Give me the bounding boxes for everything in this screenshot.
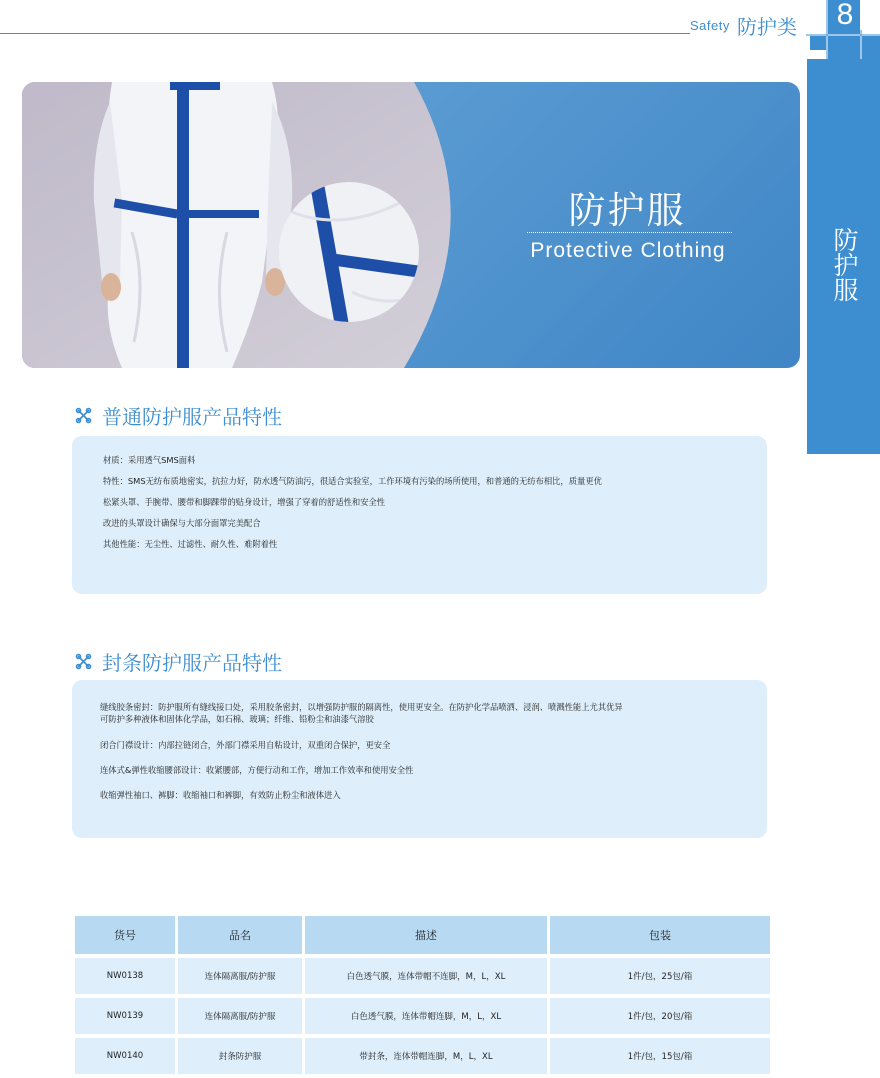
banner-title-cn: 防护服 xyxy=(568,189,686,232)
section2-line: 缝线胶条密封：防护服所有缝线接口处，采用胶条密封，以增强防护服的隔离性，使用更安全。在防护化学品喷洒、浸润、喷溅性能上尤其优异 可防护多种液体和固体化学品，如石棉、玻璃；纤维、铅粉尘和油漆气溶胶 xyxy=(100,702,623,724)
section1-panel xyxy=(72,436,767,594)
section2-line: 连体式&弹性收缩腰部设计：收紧腰部，方便行动和工作，增加工作效率和使用安全性 xyxy=(100,765,414,775)
cell-item-no: NW0139 xyxy=(75,994,175,1034)
cross-bullet-icon xyxy=(75,407,92,424)
header-item-no: 货号 xyxy=(75,916,175,954)
cross-bullet-icon xyxy=(75,653,92,670)
section2-line: 闭合门襟设计：内部拉链闭合，外部门襟采用自粘设计，双重闭合保护，更安全 xyxy=(100,740,391,750)
section2-title: 封条防护服产品特性 xyxy=(102,650,282,675)
header-packaging: 包装 xyxy=(550,916,770,954)
section1-title: 普通防护服产品特性 xyxy=(102,404,282,429)
table-row xyxy=(75,954,770,994)
cell-packaging: 1件/包，20包/箱 xyxy=(550,994,770,1034)
cell-product-name: 连体隔离服/防护服 xyxy=(178,994,302,1034)
section1-line: 特性：SMS无纺布质地密实，抗拉力好，防水透气防油污，很适合实验室，工作环境有污染的场所使用，和普通的无纺布相比，质量更优 xyxy=(103,476,602,486)
hero-banner xyxy=(22,82,800,368)
side-category-tab xyxy=(807,59,880,454)
cell-item-no: NW0138 xyxy=(75,954,175,994)
cell-product-name: 封条防护服 xyxy=(178,1034,302,1074)
banner-divider xyxy=(527,232,732,233)
section2-panel xyxy=(72,680,767,838)
table-row xyxy=(75,1034,770,1074)
cell-packaging: 1件/包，25包/箱 xyxy=(550,954,770,994)
section1-line: 材质：采用透气SMS面料 xyxy=(103,455,196,465)
cell-item-no: NW0140 xyxy=(75,1034,175,1074)
product-spec-table xyxy=(72,916,773,1074)
cell-description: 白色透气膜，连体带帽连脚，M，L，XL xyxy=(305,994,547,1034)
cell-description: 带封条，连体带帽连脚，M，L，XL xyxy=(305,1034,547,1074)
table-header-row xyxy=(75,916,770,954)
section1-heading xyxy=(75,401,282,429)
header-product-name: 品名 xyxy=(178,916,302,954)
cell-packaging: 1件/包，15包/箱 xyxy=(550,1034,770,1074)
banner-title-en: Protective Clothing xyxy=(530,239,726,262)
header-rule xyxy=(0,33,690,34)
header-description: 描述 xyxy=(305,916,547,954)
section1-line: 其他性能：无尘性、过滤性、耐久性、难附着性 xyxy=(103,539,278,549)
header-category-cn: 防护类 xyxy=(737,15,797,39)
cell-description: 白色透气膜，连体带帽不连脚，M，L，XL xyxy=(305,954,547,994)
section1-line: 改进的头罩设计确保与大部分面罩完美配合 xyxy=(103,518,261,528)
side-tab-label: 防护服 xyxy=(830,226,859,302)
cell-product-name: 连体隔离服/防护服 xyxy=(178,954,302,994)
section2-line: 收缩弹性袖口、裤脚：收缩袖口和裤脚，有效防止粉尘和液体进入 xyxy=(100,790,341,800)
table-row xyxy=(75,994,770,1034)
header-category-en: Safety xyxy=(690,18,730,33)
section2-heading xyxy=(75,647,282,675)
page-number: 8 xyxy=(836,0,854,31)
section1-line: 松紧头罩、手腕带、腰带和脚踝带的贴身设计，增强了穿着的舒适性和安全性 xyxy=(103,497,386,507)
